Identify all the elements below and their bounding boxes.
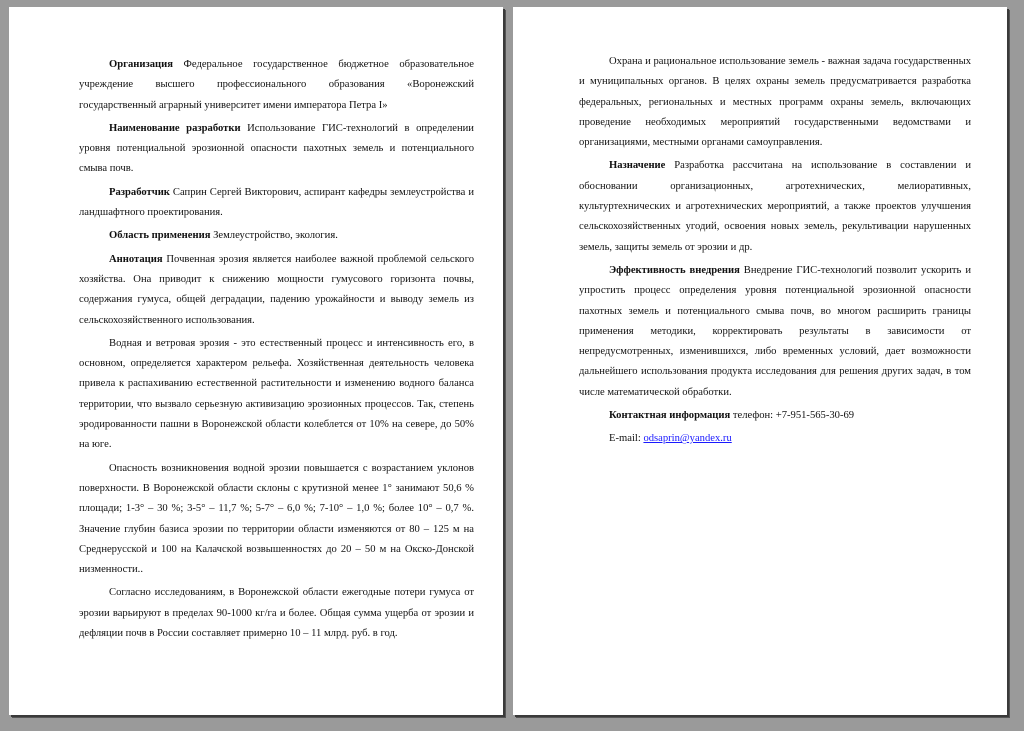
purpose-label: Назначение — [609, 160, 666, 172]
application-field-text: Землеустройство, экология. — [213, 230, 338, 242]
efficiency-paragraph — [579, 261, 971, 403]
purpose-paragraph — [579, 156, 971, 257]
development-name-label: Наименование разработки — [109, 122, 241, 134]
document-page-right — [513, 7, 1007, 715]
email-link[interactable]: odsaprin@yandex.ru — [643, 433, 732, 445]
efficiency-label: Эффективность внедрения — [609, 264, 740, 276]
document-page-left — [9, 7, 503, 715]
organization-text: Федеральное государственное бюджетное образовательное учреждение высшего профессионального образования «Воронежский государственный аграрный университет имени императора Петра I» — [79, 59, 474, 111]
contact-text: телефон: +7-951-565-30-69 — [732, 410, 855, 422]
contact-label: Контактная информация — [609, 410, 731, 422]
efficiency-text: Внедрение ГИС-технологий позволит ускорить и упростить процесс определения уровня потенциальной эрозионной опасности пахотных земель и потенциального смыва почв, во многом расширить границы применения методики, корректировать результаты в зависимости от непредусмотренных, изменившихся, либо временных условий, дает возможности дальнейшего использования продукта исследования для решения других задач, в том числе математической обработки. — [579, 264, 971, 398]
land-protection-paragraph: Охрана и рациональное использование земель - важная задача государственных и муниципальных органов. В целях охраны земель предусматривается разработка федеральных, региональных и местных программ охраны земель, включающих проведение необходимых мероприятий государственными ведомствами и организациями, местными органами самоуправления. — [579, 56, 971, 149]
development-name-text: Использование ГИС-технологий в определении уровня потенциальной эрозионной опасности пахотных земель и потенциального смыва почв. — [79, 122, 474, 175]
developer-text: Саприн Сергей Викторович, аспирант кафедры землеустройства и ландшафтного проектирования. — [79, 186, 474, 219]
developer-paragraph — [79, 183, 474, 224]
organization-label: Организация — [109, 59, 173, 70]
email-label: E-mail: — [609, 433, 641, 445]
erosion-danger-paragraph: Опасность возникновения водной эрозии повышается с возрастанием уклонов поверхности. В Воронежской области склоны с крутизной менее 1° занимают 50,6 % площади; 1-3° – 30 %; 3-5° – 11,7 %; 5-7° – 6,0 %; 7-10° – 1,0 %; более 10° – 0,7 %. Значение глубин базиса эрозии по территории области изменяются от 80 – 125 м на Среднерусской и 100 на Калачской возвышенностях до 20 – 50 м на Окско-Донской низменности.. — [79, 462, 474, 576]
abstract-label: Аннотация — [109, 253, 163, 265]
purpose-text: Разработка рассчитана на использование в составлении и обосновании организационных, агротехнических, мелиоративных, культуртехнических и агротехнических мероприятий, а также проектов улучшения сельскохозяйственных угодий, освоения новых земель, рекультивации нарушенных земель, защиты земель от эрозии и др. — [579, 160, 971, 253]
application-field-label: Область применения — [109, 230, 211, 242]
application-field-paragraph — [79, 226, 474, 246]
organization-paragraph — [79, 55, 474, 116]
contact-paragraph — [579, 406, 971, 426]
email-paragraph — [579, 429, 971, 449]
abstract-text: Почвенная эрозия является наиболее важной проблемой сельского хозяйства. Она приводит к снижению мощности гумусового горизонта почвы, содержания гумуса, общей деградации, падению урожайности и выводу земель из сельскохозяйственного использования. — [79, 253, 474, 326]
developer-label: Разработчик — [109, 186, 170, 198]
development-name-paragraph — [79, 119, 474, 180]
erosion-paragraph: Водная и ветровая эрозия - это естественный процесс и интенсивность его, в основном, определяется характером рельефа. Хозяйственная деятельность человека привела к распахиванию естественной растительности и изменению водного баланса территории, что вызвало серьезную активизацию эрозионных процессов. Так, степень эродированности пашни в Воронежской области колеблется от 10% на севере, до 50% на юге. — [79, 337, 474, 451]
abstract-paragraph — [79, 250, 474, 331]
humus-losses-paragraph: Согласно исследованиям, в Воронежской области ежегодные потери гумуса от эрозии варьируют в пределах 90-1000 кг/га и более. Общая сумма ущерба от эрозии и дефляции почв в России составляет примерно 10 – 11 млрд. руб. в год. — [79, 587, 474, 640]
